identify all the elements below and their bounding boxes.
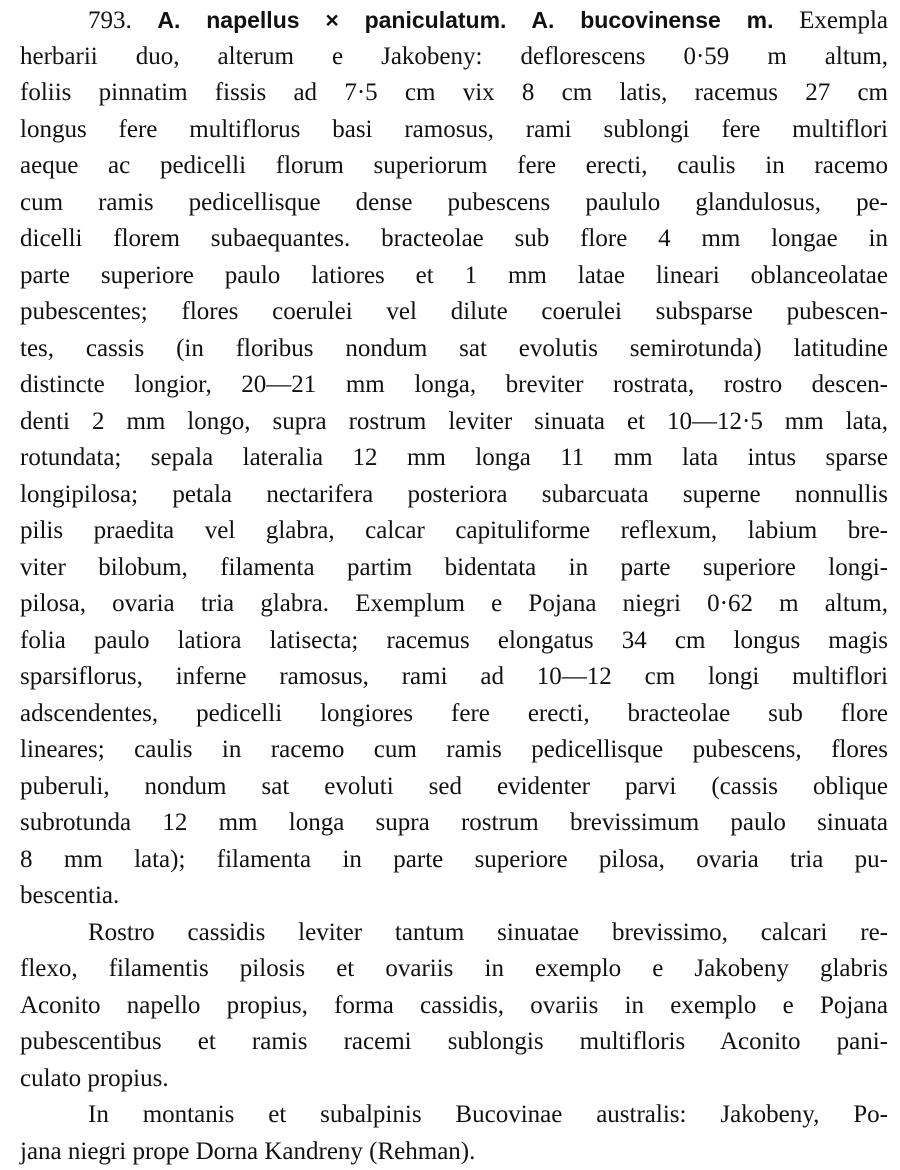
text-line: Aconito napello propius, forma cassidis, ovariis in exemplo e Pojana [20, 991, 888, 1019]
text-line: In montanis et subalpinis Bucovinae australis: Jakobeny, Po- [88, 1101, 888, 1128]
text-line: 8 mm lata); filamenta in parte superiore pilosa, ovaria tria pu- [20, 845, 888, 873]
text-line: Rostro cassidis leviter tantum sinuatae brevissimo, calcari re- [88, 918, 888, 946]
heading-continuation: Exempla [799, 7, 888, 34]
text-line: puberuli, nondum sat evoluti sed evidenter parvi (cassis oblique [20, 772, 888, 800]
text-line: jana niegri prope Dorna Kandreny (Rehman). [20, 1137, 476, 1165]
text-line: adscendentes, pedicelli longiores fere erecti, bracteolae sub flore [20, 699, 888, 727]
text-line: lineares; caulis in racemo cum ramis pedicellisque pubescens, flores [20, 736, 888, 763]
text-line: aeque ac pedicelli florum superiorum fere erecti, caulis in racemo [20, 152, 888, 179]
taxon-title: A. napellus × paniculatum. A. bucovinense m. [157, 7, 774, 33]
text-line: rotundata; sepala lateralia 12 mm longa 11 mm lata intus sparse [20, 444, 888, 471]
text-line: distincte longior, 20—21 mm longa, breviter rostrata, rostro descen- [20, 371, 888, 398]
document-body [20, 39, 888, 1170]
text-line: foliis pinnatim fissis ad 7·5 cm vix 8 cm latis, racemus 27 cm [20, 79, 888, 106]
text-line: cum ramis pedicellisque dense pubescens paululo glandulosus, pe- [20, 188, 888, 216]
text-line: longus fere multiflorus basi ramosus, rami sublongi fere multiflori [20, 115, 888, 143]
text-line: folia paulo latiora latisecta; racemus elongatus 34 cm longus magis [20, 626, 888, 654]
entry-number: 793. [88, 7, 132, 34]
text-line: dicelli florem subaequantes. bracteolae sub flore 4 mm longae in [20, 225, 888, 252]
text-line: pubescentibus et ramis racemi sublongis multifloris Aconito pani- [20, 1028, 888, 1055]
text-line: pilosa, ovaria tria glabra. Exemplum e Pojana niegri 0·62 m altum, [20, 590, 888, 617]
document-page [20, 2, 888, 1170]
text-line: culato propius. [20, 1064, 169, 1092]
text-line: bescentia. [20, 882, 120, 909]
text-line: pubescentes; flores coerulei vel dilute coerulei subsparse pubescen- [20, 298, 888, 325]
text-line: subrotunda 12 mm longa supra rostrum brevissimum paulo sinuata [20, 809, 888, 836]
text-line: longipilosa; petala nectarifera posteriora subarcuata superne nonnullis [20, 480, 888, 508]
entry-heading-line [20, 2, 888, 39]
text-line: denti 2 mm longo, supra rostrum leviter sinuata et 10—12·5 mm lata, [20, 407, 888, 435]
text-line: herbarii duo, alterum e Jakobeny: deflorescens 0·59 m altum, [20, 42, 888, 70]
text-line: flexo, filamentis pilosis et ovariis in exemplo e Jakobeny glabris [20, 955, 888, 982]
text-line: sparsiflorus, inferne ramosus, rami ad 10—12 cm longi multiflori [20, 663, 888, 690]
text-line: parte superiore paulo latiores et 1 mm latae lineari oblanceolatae [20, 261, 888, 289]
text-line: tes, cassis (in floribus nondum sat evolutis semirotunda) latitudine [20, 334, 888, 362]
text-line: viter bilobum, filamenta partim bidentata in parte superiore longi- [20, 553, 888, 581]
text-line: pilis praedita vel glabra, calcar capituliforme reflexum, labium bre- [20, 517, 888, 544]
